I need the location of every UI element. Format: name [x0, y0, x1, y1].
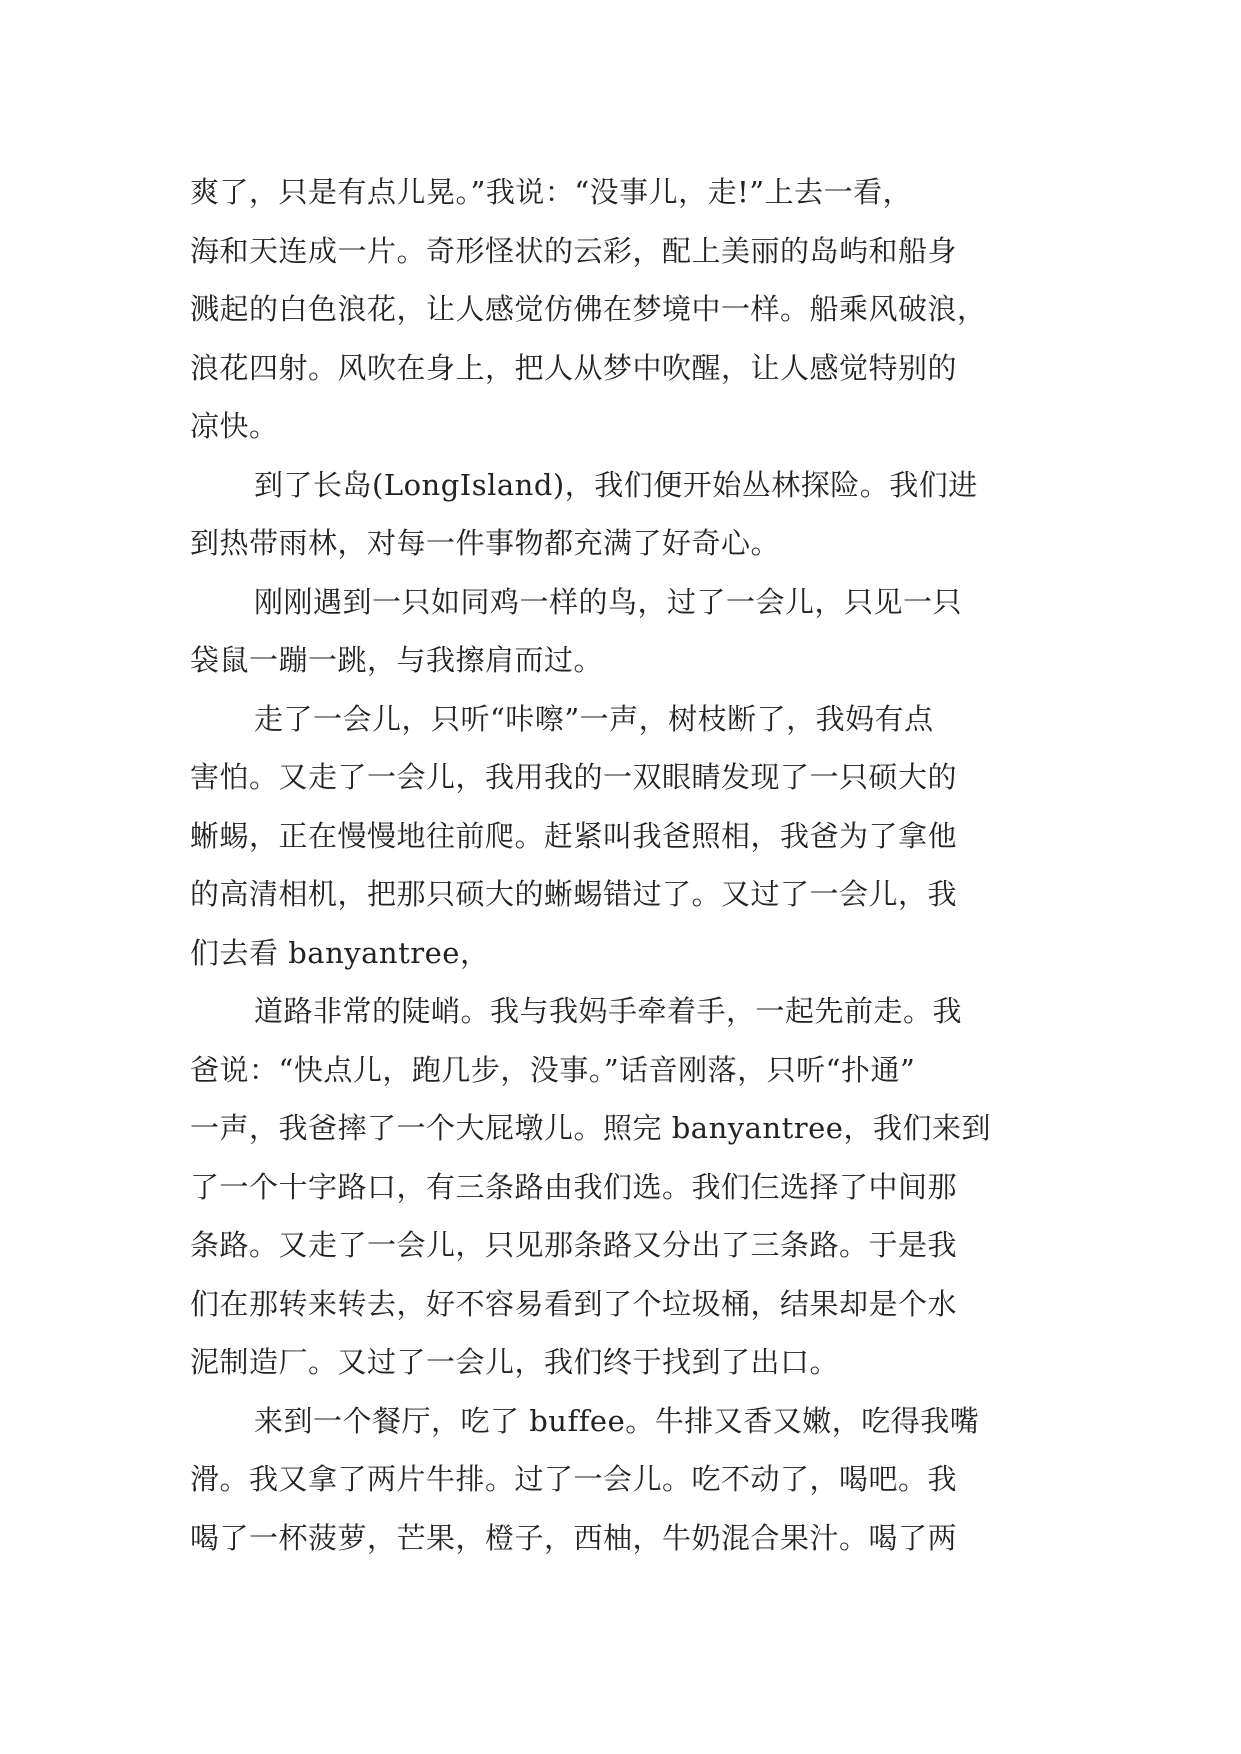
text-line: 了一个十字路口，有三条路由我们选。我们仨选择了中间那 [190, 1169, 958, 1204]
text-line: 喝了一杯菠萝，芒果，橙子，西柚，牛奶混合果汁。喝了两 [190, 1520, 958, 1555]
text-line: 到热带雨林，对每一件事物都充满了好奇心。 [190, 526, 781, 560]
text-line: 道路非常的陡峭。我与我妈手牵着手，一起先前走。我 [254, 994, 963, 1028]
text-line: 海和天连成一片。奇形怪状的云彩，配上美丽的岛屿和船身 [190, 233, 958, 268]
paragraph [190, 1392, 1070, 1568]
text-line: 泥制造厂。又过了一会儿，我们终于找到了出口。 [190, 1345, 840, 1379]
document-body [190, 163, 1070, 1567]
text-line: 蜥蜴，正在慢慢地往前爬。赶紧叫我爸照相，我爸为了拿他 [190, 818, 958, 853]
text-line: 滑。我又拿了两片牛排。过了一会儿。吃不动了，喝吧。我 [190, 1462, 958, 1496]
text-line: 们在那转来转去，好不容易看到了个垃圾桶，结果却是个水 [190, 1286, 958, 1321]
text-line: 害怕。又走了一会儿，我用我的一双眼睛发现了一只硕大的 [190, 760, 958, 794]
text-line: 条路。又走了一会儿，只见那条路又分出了三条路。于是我 [190, 1228, 958, 1262]
text-line: 刚刚遇到一只如同鸡一样的鸟，过了一会儿，只见一只 [254, 584, 963, 619]
text-line: 凉快。 [190, 409, 279, 443]
text-line: 爽了，只是有点儿晃。”我说：“没事儿，走!”上去一看， [190, 175, 913, 209]
text-line: 们去看 banyantree， [190, 935, 490, 970]
paragraph [190, 690, 1070, 983]
text-line: 来到一个餐厅，吃了 buffee。牛排又香又嫩，吃得我嘴 [254, 1403, 980, 1438]
text-line: 溅起的白色浪花，让人感觉仿佛在梦境中一样。船乘风破浪， [190, 292, 987, 326]
text-line: 走了一会儿，只听“咔嚓”一声，树枝断了，我妈有点 [254, 701, 934, 736]
text-line: 到了长岛(LongIsland)，我们便开始丛林探险。我们进 [254, 467, 978, 502]
text-line: 爸说：“快点儿，跑几步，没事。”话音刚落，只听“扑通” [190, 1052, 916, 1087]
text-line: 一声，我爸摔了一个大屁墩儿。照完 banyantree，我们来到 [190, 1111, 991, 1145]
paragraph [190, 982, 1070, 1392]
text-line: 浪花四射。风吹在身上，把人从梦中吹醒，让人感觉特别的 [190, 350, 958, 385]
paragraph [190, 163, 1070, 456]
paragraph [190, 456, 1070, 573]
text-line: 的高清相机，把那只硕大的蜥蜴错过了。又过了一会儿，我 [190, 877, 958, 911]
paragraph [190, 573, 1070, 690]
text-line: 袋鼠一蹦一跳，与我擦肩而过。 [190, 643, 604, 677]
